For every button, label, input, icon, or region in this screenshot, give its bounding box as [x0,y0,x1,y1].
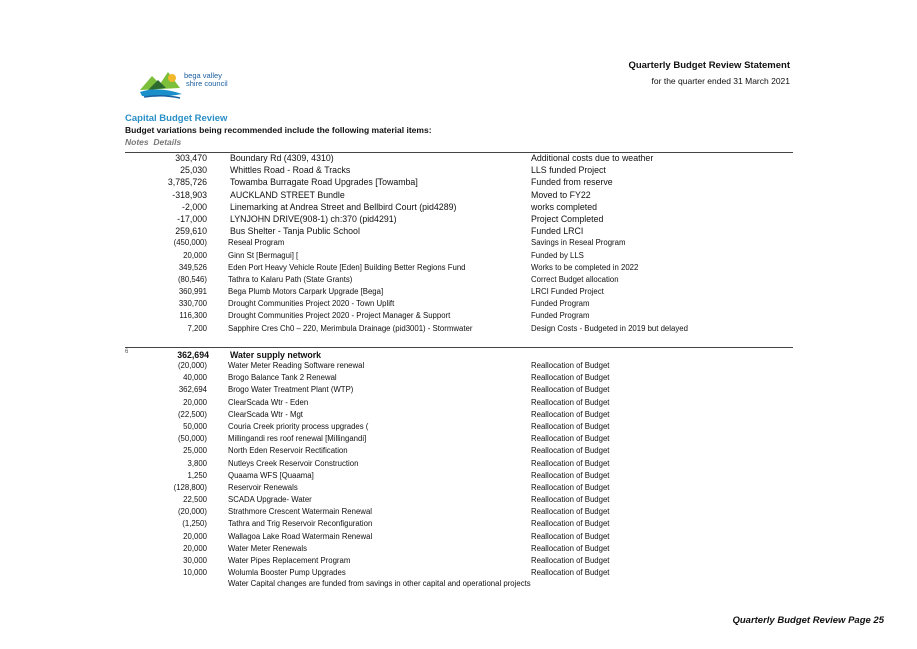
row-comment: Funded by LLS [531,250,584,260]
row-comment: Reallocation of Budget [531,373,610,383]
note-number: 6 [125,349,129,355]
table-row [0,543,917,555]
table-row [0,433,917,445]
row-comment: Reallocation of Budget [531,543,610,553]
logo-text-2: shire council [186,79,228,88]
row-amount: 259,610 [175,226,207,237]
row-amount: (20,000) [177,507,207,517]
row-comment: Funded Program [531,299,590,309]
row-description: Reservoir Renewals [228,482,298,492]
row-amount: 362,694 [178,385,207,395]
row-comment: Funded LRCI [531,226,584,237]
table-row [0,482,917,494]
table-row [0,470,917,482]
table-row [0,397,917,409]
row-amount: (128,800) [173,482,207,492]
table-row [0,310,917,322]
row-description: Boundary Rd (4309, 4310) [230,153,334,163]
row-amount: 349,526 [178,262,207,272]
row-description: Wallagoa Lake Road Watermain Renewal [228,531,373,541]
row-amount: 360,991 [178,287,207,297]
row-description: Towamba Burragate Road Upgrades [Towamba] [230,177,418,188]
table-row [0,518,917,530]
table-row [0,458,917,470]
logo-text-1: bega valley [184,71,222,80]
table-row [0,323,917,335]
row-amount: 303,470 [175,153,207,163]
row-comment: Reallocation of Budget [531,421,610,431]
row-description: Brogo Water Treatment Plant (WTP) [228,385,354,395]
row-description: ClearScada Wtr - Mgt [228,409,303,419]
table-row [0,176,917,188]
row-description: Whittles Road - Road & Tracks [230,165,351,176]
row-amount: 25,000 [183,446,207,456]
row-amount: 7,200 [187,323,207,333]
group-amount: 362,694 [177,350,209,360]
row-description: Linemarking at Andrea Street and Bellbird Court (pid4289) [230,201,457,212]
row-description: Drought Communities Project 2020 - Town Uplift [228,299,395,309]
row-comment: Reallocation of Budget [531,385,610,395]
table-row [0,372,917,384]
row-comment: Reallocation of Budget [531,361,610,370]
row-description: Millingandi res roof renewal [Millingandi] [228,434,367,444]
row-comment: Reallocation of Budget [531,531,610,541]
row-comment: Reallocation of Budget [531,434,610,444]
row-amount: (22,500) [177,409,207,419]
row-amount: 22,500 [183,495,207,505]
row-comment: Reallocation of Budget [531,446,610,456]
row-amount: 116,300 [179,311,207,321]
row-comment: Savings in Reseal Program [531,238,626,248]
row-description: Ginn St [Bermagui] [ [228,250,299,260]
row-description: AUCKLAND STREET Bundle [230,189,345,200]
row-comment: Reallocation of Budget [531,495,610,505]
table-row [0,237,917,249]
row-description: Nutleys Creek Reservoir Construction [228,458,359,468]
table-row [0,494,917,506]
row-description: North Eden Reservoir Rectification [228,446,348,456]
row-comment: Reallocation of Budget [531,409,610,419]
row-description: Quaama WFS [Quaama] [228,470,314,480]
table-row [0,531,917,543]
row-amount: 20,000 [183,543,207,553]
row-comment: Moved to FY22 [531,189,591,200]
row-comment: Reallocation of Budget [531,556,610,565]
table-row [0,189,917,201]
row-description: Tathra to Kalaru Path (State Grants) [228,274,353,284]
row-amount: 40,000 [183,373,207,383]
group-title: Water supply network [230,350,322,360]
table-row [0,360,917,372]
row-amount: 330,700 [178,299,207,309]
table-row [0,250,917,262]
row-description: Drought Communities Project 2020 - Project Manager & Support [228,311,451,321]
row-description: SCADA Upgrade- Water [228,495,312,505]
row-comment: works completed [531,201,598,212]
table-row [0,152,917,164]
table-row [0,286,917,298]
table-row [0,225,917,237]
row-amount: 20,000 [183,531,207,541]
row-amount: -318,903 [172,189,207,200]
table-row [0,298,917,310]
row-description: LYNJOHN DRIVE(908-1) ch:370 (pid4291) [230,213,397,224]
row-amount: 50,000 [183,421,207,431]
row-description: Wolumla Booster Pump Upgrades [228,568,346,578]
row-comment: Reallocation of Budget [531,507,610,517]
row-comment: Reallocation of Budget [531,519,610,529]
table-row [0,274,917,286]
row-description: Sapphire Cres Ch0 – 220, Merimbula Drainage (pid3001) - Stormwater [228,323,473,333]
divider-middle [125,347,793,348]
row-description: Tathra and Trig Reservoir Reconfiguration [228,519,373,529]
table-row [0,164,917,176]
row-amount: -2,000 [182,201,207,212]
table-row [0,567,917,579]
row-amount: 25,030 [180,165,207,176]
row-description: Water Meter Renewals [228,543,308,553]
capital-items-list [0,152,917,335]
row-comment: LRCI Funded Project [531,287,604,297]
page-footer: Quarterly Budget Review Page 25 [732,615,884,626]
row-comment: Reallocation of Budget [531,397,610,407]
row-amount: 3,800 [187,458,207,468]
logo-wave [144,96,180,98]
section-intro: Budget variations being recommended include the following material items: [125,125,432,135]
row-comment: Design Costs - Budgeted in 2019 but delayed [531,323,688,333]
row-description: Bus Shelter - Tanja Public School [230,226,360,237]
row-comment: Project Completed [531,213,604,224]
table-row [0,262,917,274]
row-amount: 20,000 [183,250,207,260]
table-row [0,384,917,396]
row-comment: Additional costs due to weather [531,153,654,163]
report-subtitle: for the quarter ended 31 March 2021 [651,76,790,86]
row-amount: (20,000) [177,361,207,370]
row-comment: Works to be completed in 2022 [531,262,639,272]
row-description: ClearScada Wtr - Eden [228,397,309,407]
row-amount: -17,000 [177,213,207,224]
table-row [0,555,917,567]
table-row [0,445,917,457]
row-comment: Reallocation of Budget [531,470,610,480]
row-comment: Funded from reserve [531,177,613,188]
row-description: Reseal Program [228,238,285,248]
row-comment: Reallocation of Budget [531,458,610,468]
row-comment: Correct Budget allocation [531,274,619,284]
row-description: Bega Plumb Motors Carpark Upgrade [Bega] [228,287,384,297]
row-amount: 30,000 [183,556,207,565]
section-title: Capital Budget Review [125,113,228,124]
table-row [0,213,917,225]
council-logo [138,64,248,104]
row-amount: 10,000 [183,568,207,578]
row-description: Brogo Balance Tank 2 Renewal [228,373,337,383]
row-amount: (450,000) [173,238,207,248]
row-description: Couria Creek priority process upgrades ( [228,421,369,431]
row-description: Strathmore Crescent Watermain Renewal [228,507,373,517]
water-items-list [0,360,917,579]
table-row [0,409,917,421]
column-headers: Notes Details [125,137,182,147]
report-title: Quarterly Budget Review Statement [628,60,790,71]
row-comment: Reallocation of Budget [531,482,610,492]
table-row [0,421,917,433]
row-comment: LLS funded Project [531,165,606,176]
row-amount: 1,250 [187,470,207,480]
row-amount: (80,546) [177,274,207,284]
row-amount: 20,000 [183,397,207,407]
row-description: Water Pipes Replacement Program [228,556,351,565]
table-row [0,506,917,518]
row-amount: (1,250) [182,519,207,529]
row-comment: Funded Program [531,311,590,321]
row-description: Eden Port Heavy Vehicle Route [Eden] Building Better Regions Fund [228,262,466,272]
logo-sun [168,74,176,82]
row-amount: 3,785,726 [167,177,207,188]
row-description: Water Meter Reading Software renewal [228,361,365,370]
table-row [0,201,917,213]
footnote: Water Capital changes are funded from savings in other capital and operational projects [228,579,531,588]
row-amount: (50,000) [177,434,207,444]
row-comment: Reallocation of Budget [531,568,610,578]
